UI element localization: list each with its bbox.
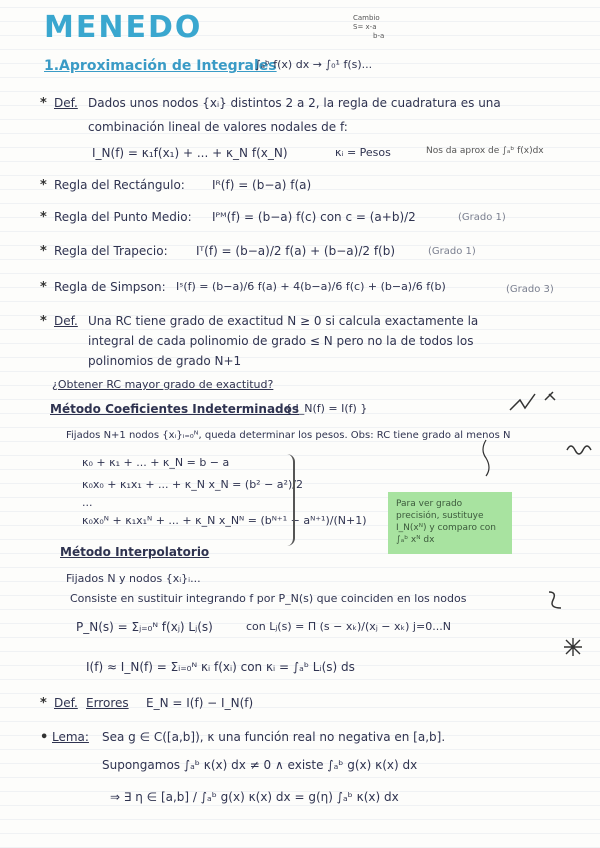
def-label: Def.	[54, 696, 78, 710]
regla-rectangulo-formula: Iᴿ(f) = (b−a) f(a)	[212, 178, 312, 192]
page-title: MENEDO	[44, 10, 203, 45]
doodle-icon	[565, 440, 595, 456]
regla-simpson-label: Regla de Simpson:	[54, 280, 166, 294]
aprox-text: Nos da aprox de ∫ₐᵇ f(x)dx	[426, 146, 544, 156]
bullet-star: *	[40, 210, 47, 225]
metodo-interpolatorio-line1: Fijados N y nodos {xᵢ}ᵢ...	[66, 572, 201, 585]
bullet-star: *	[40, 280, 47, 295]
lema-line2: Supongamos ∫ₐᵇ κ(x) dx ≠ 0 ∧ existe ∫ₐᵇ g(x) κ(x) dx	[102, 758, 418, 772]
doodle-icon	[476, 438, 496, 478]
section-title: 1.Aproximación de Integrales	[44, 58, 277, 74]
def-cuadratura-line1: Dados unos nodos {xᵢ} distintos 2 a 2, la regla de cuadratura es una	[88, 96, 501, 110]
system-eq-1: κ₀ + κ₁ + ... + κ_N = b − a	[82, 456, 230, 469]
doodle-icon	[505, 380, 565, 420]
quadrature-formula: I_N(f) = κ₁f(x₁) + ... + κ_N f(x_N)	[92, 146, 288, 160]
sticky-note: Para ver grado precisión, sustituye I_N(xᴺ) y comparo con ∫ₐᵇ xᴺ dx	[388, 492, 512, 554]
def-exactitud-line1: Una RC tiene grado de exactitud N ≥ 0 si calcula exactamente la	[88, 314, 479, 328]
grado-simpson: (Grado 3)	[506, 284, 554, 295]
system-eq-3: ...	[82, 496, 93, 509]
grado-trapecio: (Grado 1)	[428, 246, 476, 257]
def-cuadratura-line2: combinación lineal de valores nodales de f:	[88, 120, 348, 134]
bullet-star: *	[40, 314, 47, 329]
grado-punto-medio: (Grado 1)	[458, 212, 506, 223]
metodo-coeficientes-title: Método Coeficientes Indeterminados	[50, 402, 300, 416]
metodo-coeficientes-cond: { I_N(f) = I(f) }	[285, 402, 368, 415]
corner-note: Cambio S= x-a b-a	[353, 14, 385, 40]
regla-punto-medio-label: Regla del Punto Medio:	[54, 210, 192, 224]
regla-trapecio-label: Regla del Trapecio:	[54, 244, 168, 258]
doodle-icon	[545, 588, 565, 612]
errores-label: Errores	[86, 696, 129, 710]
system-eq-2: κ₀x₀ + κ₁x₁ + ... + κ_N x_N = (b² − a²)/2	[82, 478, 303, 491]
def-exactitud-line2: integral de cada polinomio de grado ≤ N pero no la de todos los	[88, 334, 474, 348]
def-exactitud-line3: polinomios de grado N+1	[88, 354, 242, 368]
bullet-dot: •	[40, 730, 49, 745]
regla-simpson-formula: Iˢ(f) = (b−a)/6 f(a) + 4(b−a)/6 f(c) + (b−a)/6 f(b)	[176, 280, 446, 293]
regla-rectangulo-label: Regla del Rectángulo:	[54, 178, 185, 192]
regla-trapecio-formula: Iᵀ(f) = (b−a)/2 f(a) + (b−a)/2 f(b)	[196, 244, 396, 258]
pesos-text: κᵢ = Pesos	[335, 146, 391, 159]
metodo-interpolatorio-line2: Consiste en sustituir integrando f por P_N(s) que coinciden en los nodos	[70, 592, 467, 605]
lj-formula: con Lⱼ(s) = Π (s − xₖ)/(xⱼ − xₖ) j=0...N	[246, 620, 451, 633]
errores-formula: E_N = I(f) − I_N(f)	[146, 696, 254, 710]
question-text: ¿Obtener RC mayor grado de exactitud?	[52, 378, 274, 391]
lema-line1: Sea g ∈ C([a,b]), κ una función real no negativa en [a,b].	[102, 730, 446, 744]
regla-punto-medio-formula: Iᴾᴹ(f) = (b−a) f(c) con c = (a+b)/2	[212, 210, 416, 224]
lema-line3: ⇒ ∃ η ∈ [a,b] / ∫ₐᵇ g(x) κ(x) dx = g(η) ∫ₐᵇ κ(x) dx	[110, 790, 399, 804]
header-math: ∫ₐᵇ f(x) dx → ∫₀¹ f(s)...	[255, 58, 373, 71]
def-label: Def.	[54, 314, 78, 328]
metodo-coeficientes-line1: Fijados N+1 nodos {xᵢ}ᵢ₌₀ᴺ, queda determinar los pesos. Obs: RC tiene grado al menos N	[66, 430, 511, 441]
pn-formula: P_N(s) = Σⱼ₌₀ᴺ f(xⱼ) Lⱼ(s)	[76, 620, 213, 634]
bullet-star: *	[40, 96, 47, 111]
lema-label: Lema:	[52, 730, 89, 744]
bullet-star: *	[40, 244, 47, 259]
approx-formula: I(f) ≈ I_N(f) = Σᵢ₌₀ᴺ κᵢ f(xᵢ) con κᵢ = ∫ₐᵇ Lᵢ(s) ds	[86, 660, 355, 674]
system-eq-4: κ₀x₀ᴺ + κ₁x₁ᴺ + ... + κ_N x_Nᴺ = (bᴺ⁺¹ − aᴺ⁺¹)/(N+1)	[82, 514, 367, 527]
star-doodle-icon	[562, 636, 584, 658]
bullet-star: *	[40, 178, 47, 193]
metodo-interpolatorio-title: Método Interpolatorio	[60, 545, 210, 559]
def-label: Def.	[54, 96, 78, 110]
bullet-star: *	[40, 696, 47, 711]
system-brace	[283, 454, 295, 546]
